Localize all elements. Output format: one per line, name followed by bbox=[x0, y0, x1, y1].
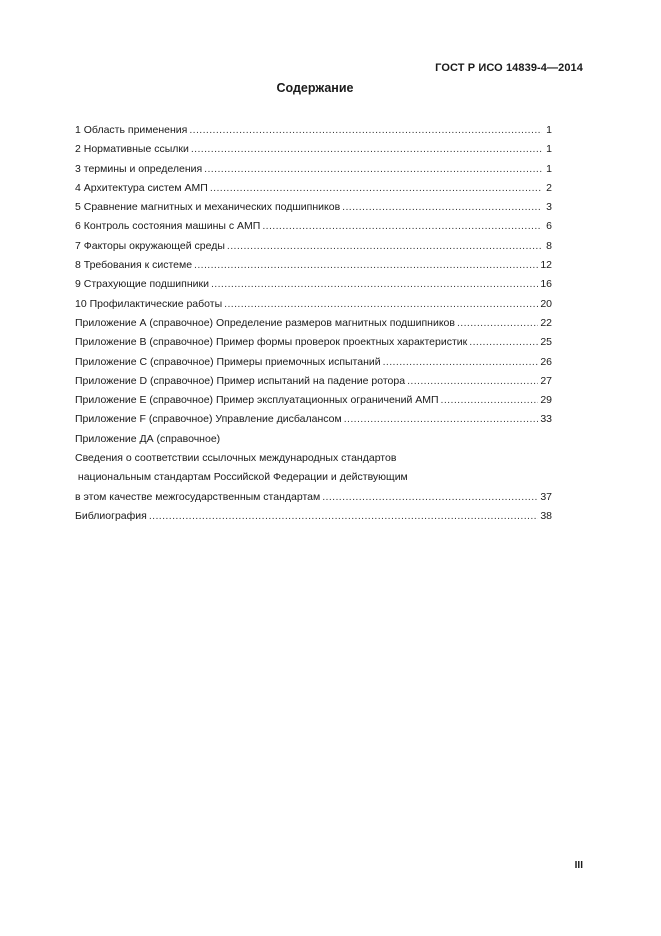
toc-entry-label: 2 Нормативные ссылки bbox=[75, 143, 189, 156]
toc-entry-label: 3 термины и определения bbox=[75, 162, 203, 175]
toc-entry-page: 25 bbox=[540, 336, 552, 349]
toc-dot-leader bbox=[194, 256, 538, 275]
toc-entry-page: 1 bbox=[546, 162, 552, 175]
toc-entry-label: в этом качестве межгосударственным стандартам bbox=[75, 490, 321, 503]
toc-entry-label: Приложение С (справочное) Примеры приемочных испытаний bbox=[75, 355, 381, 368]
toc-appendix-da-line: национальным стандартам Российской Федерации и действующим bbox=[75, 471, 408, 484]
toc-entry-page: 8 bbox=[546, 239, 552, 252]
toc-entry[interactable] bbox=[75, 391, 552, 410]
toc-entry[interactable] bbox=[75, 372, 552, 391]
toc-entry[interactable] bbox=[75, 295, 552, 314]
toc-entry[interactable] bbox=[75, 179, 552, 198]
toc-entry-page: 1 bbox=[546, 124, 552, 136]
document-code: ГОСТ Р ИСО 14839-4—2014 bbox=[435, 62, 583, 74]
toc-dot-leader bbox=[441, 391, 539, 410]
toc-entry[interactable] bbox=[75, 410, 552, 429]
toc-entry-label: 5 Сравнение магнитных и механических подшипников bbox=[75, 201, 341, 214]
toc-entry-label: 6 Контроль состояния машины с АМП bbox=[75, 220, 261, 233]
toc-entry[interactable] bbox=[75, 333, 552, 352]
toc-entry-label: 10 Профилактические работы bbox=[75, 297, 223, 310]
toc-entry-page: 37 bbox=[540, 490, 552, 503]
toc-appendix-da-title[interactable]: Приложение ДА (справочное) bbox=[75, 432, 221, 445]
toc-entry-page: 29 bbox=[540, 394, 552, 407]
toc-entry-page: 33 bbox=[540, 413, 552, 426]
page-title: Содержание bbox=[276, 81, 354, 95]
toc-entry-page: 1 bbox=[546, 143, 552, 156]
toc-entry[interactable] bbox=[75, 275, 552, 294]
toc-entry[interactable] bbox=[75, 256, 552, 275]
page-number: III bbox=[574, 860, 583, 871]
toc-dot-leader bbox=[191, 140, 542, 159]
toc-entry[interactable] bbox=[75, 488, 552, 507]
toc-entry-label: Приложение Е (справочное) Пример эксплуатационных ограничений АМП bbox=[75, 394, 439, 407]
toc-entry-page: 27 bbox=[540, 374, 552, 387]
toc-entry[interactable] bbox=[75, 121, 552, 140]
toc-dot-leader bbox=[211, 275, 538, 294]
toc-entry[interactable] bbox=[75, 237, 552, 256]
toc-entry-page: 2 bbox=[546, 181, 552, 194]
toc-dot-leader bbox=[149, 507, 538, 526]
toc-entry[interactable] bbox=[75, 140, 552, 159]
toc-entry[interactable] bbox=[75, 353, 552, 372]
toc-dot-leader bbox=[457, 314, 538, 333]
toc-dot-leader bbox=[383, 353, 539, 372]
toc-entry-label: Приложение F (справочное) Управление дисбалансом bbox=[75, 413, 342, 426]
toc-dot-leader bbox=[227, 237, 542, 256]
toc-entry-page: 16 bbox=[540, 278, 552, 291]
toc-entry-label: 7 Факторы окружающей среды bbox=[75, 239, 225, 252]
toc-entry-label: 9 Страхующие подшипники bbox=[75, 278, 209, 291]
toc-entry-label: Приложение А (справочное) Определение размеров магнитных подшипников bbox=[75, 316, 455, 329]
toc-entry[interactable] bbox=[75, 160, 552, 179]
toc-entry-label: 4 Архитектура систем АМП bbox=[75, 181, 208, 194]
toc-dot-leader bbox=[189, 121, 542, 140]
toc-entry-label: Приложение D (справочное) Пример испытаний на падение ротора bbox=[75, 374, 406, 387]
toc-dot-leader bbox=[344, 410, 539, 429]
toc-dot-leader bbox=[210, 179, 542, 198]
toc-appendix-da-line: Сведения о соответствии ссылочных международных стандартов bbox=[75, 452, 397, 465]
toc-dot-leader bbox=[469, 333, 538, 352]
toc-dot-leader bbox=[342, 198, 542, 217]
toc-dot-leader bbox=[407, 372, 538, 391]
toc-entry[interactable] bbox=[75, 198, 552, 217]
toc-entry-bibliography[interactable] bbox=[75, 507, 552, 526]
toc-entry[interactable] bbox=[75, 314, 552, 333]
table-of-contents bbox=[75, 121, 552, 526]
toc-entry-page: 26 bbox=[540, 355, 552, 368]
toc-entry-page: 6 bbox=[546, 220, 552, 233]
toc-entry-label: 1 Область применения bbox=[75, 124, 188, 136]
toc-entry[interactable] bbox=[75, 217, 552, 236]
toc-dot-leader bbox=[204, 160, 542, 179]
toc-dot-leader bbox=[322, 488, 538, 507]
toc-entry-page: 20 bbox=[540, 297, 552, 310]
toc-dot-leader bbox=[224, 295, 538, 314]
toc-entry-page: 3 bbox=[546, 201, 552, 214]
toc-dot-leader bbox=[262, 217, 542, 236]
toc-entry-label: Библиография bbox=[75, 509, 147, 522]
toc-entry-label: Приложение В (справочное) Пример формы проверок проектных характеристик bbox=[75, 336, 468, 349]
toc-entry-label: 8 Требования к системе bbox=[75, 259, 193, 272]
toc-entry-page: 12 bbox=[540, 259, 552, 272]
toc-entry-page: 22 bbox=[540, 316, 552, 329]
toc-entry-page: 38 bbox=[540, 509, 552, 522]
